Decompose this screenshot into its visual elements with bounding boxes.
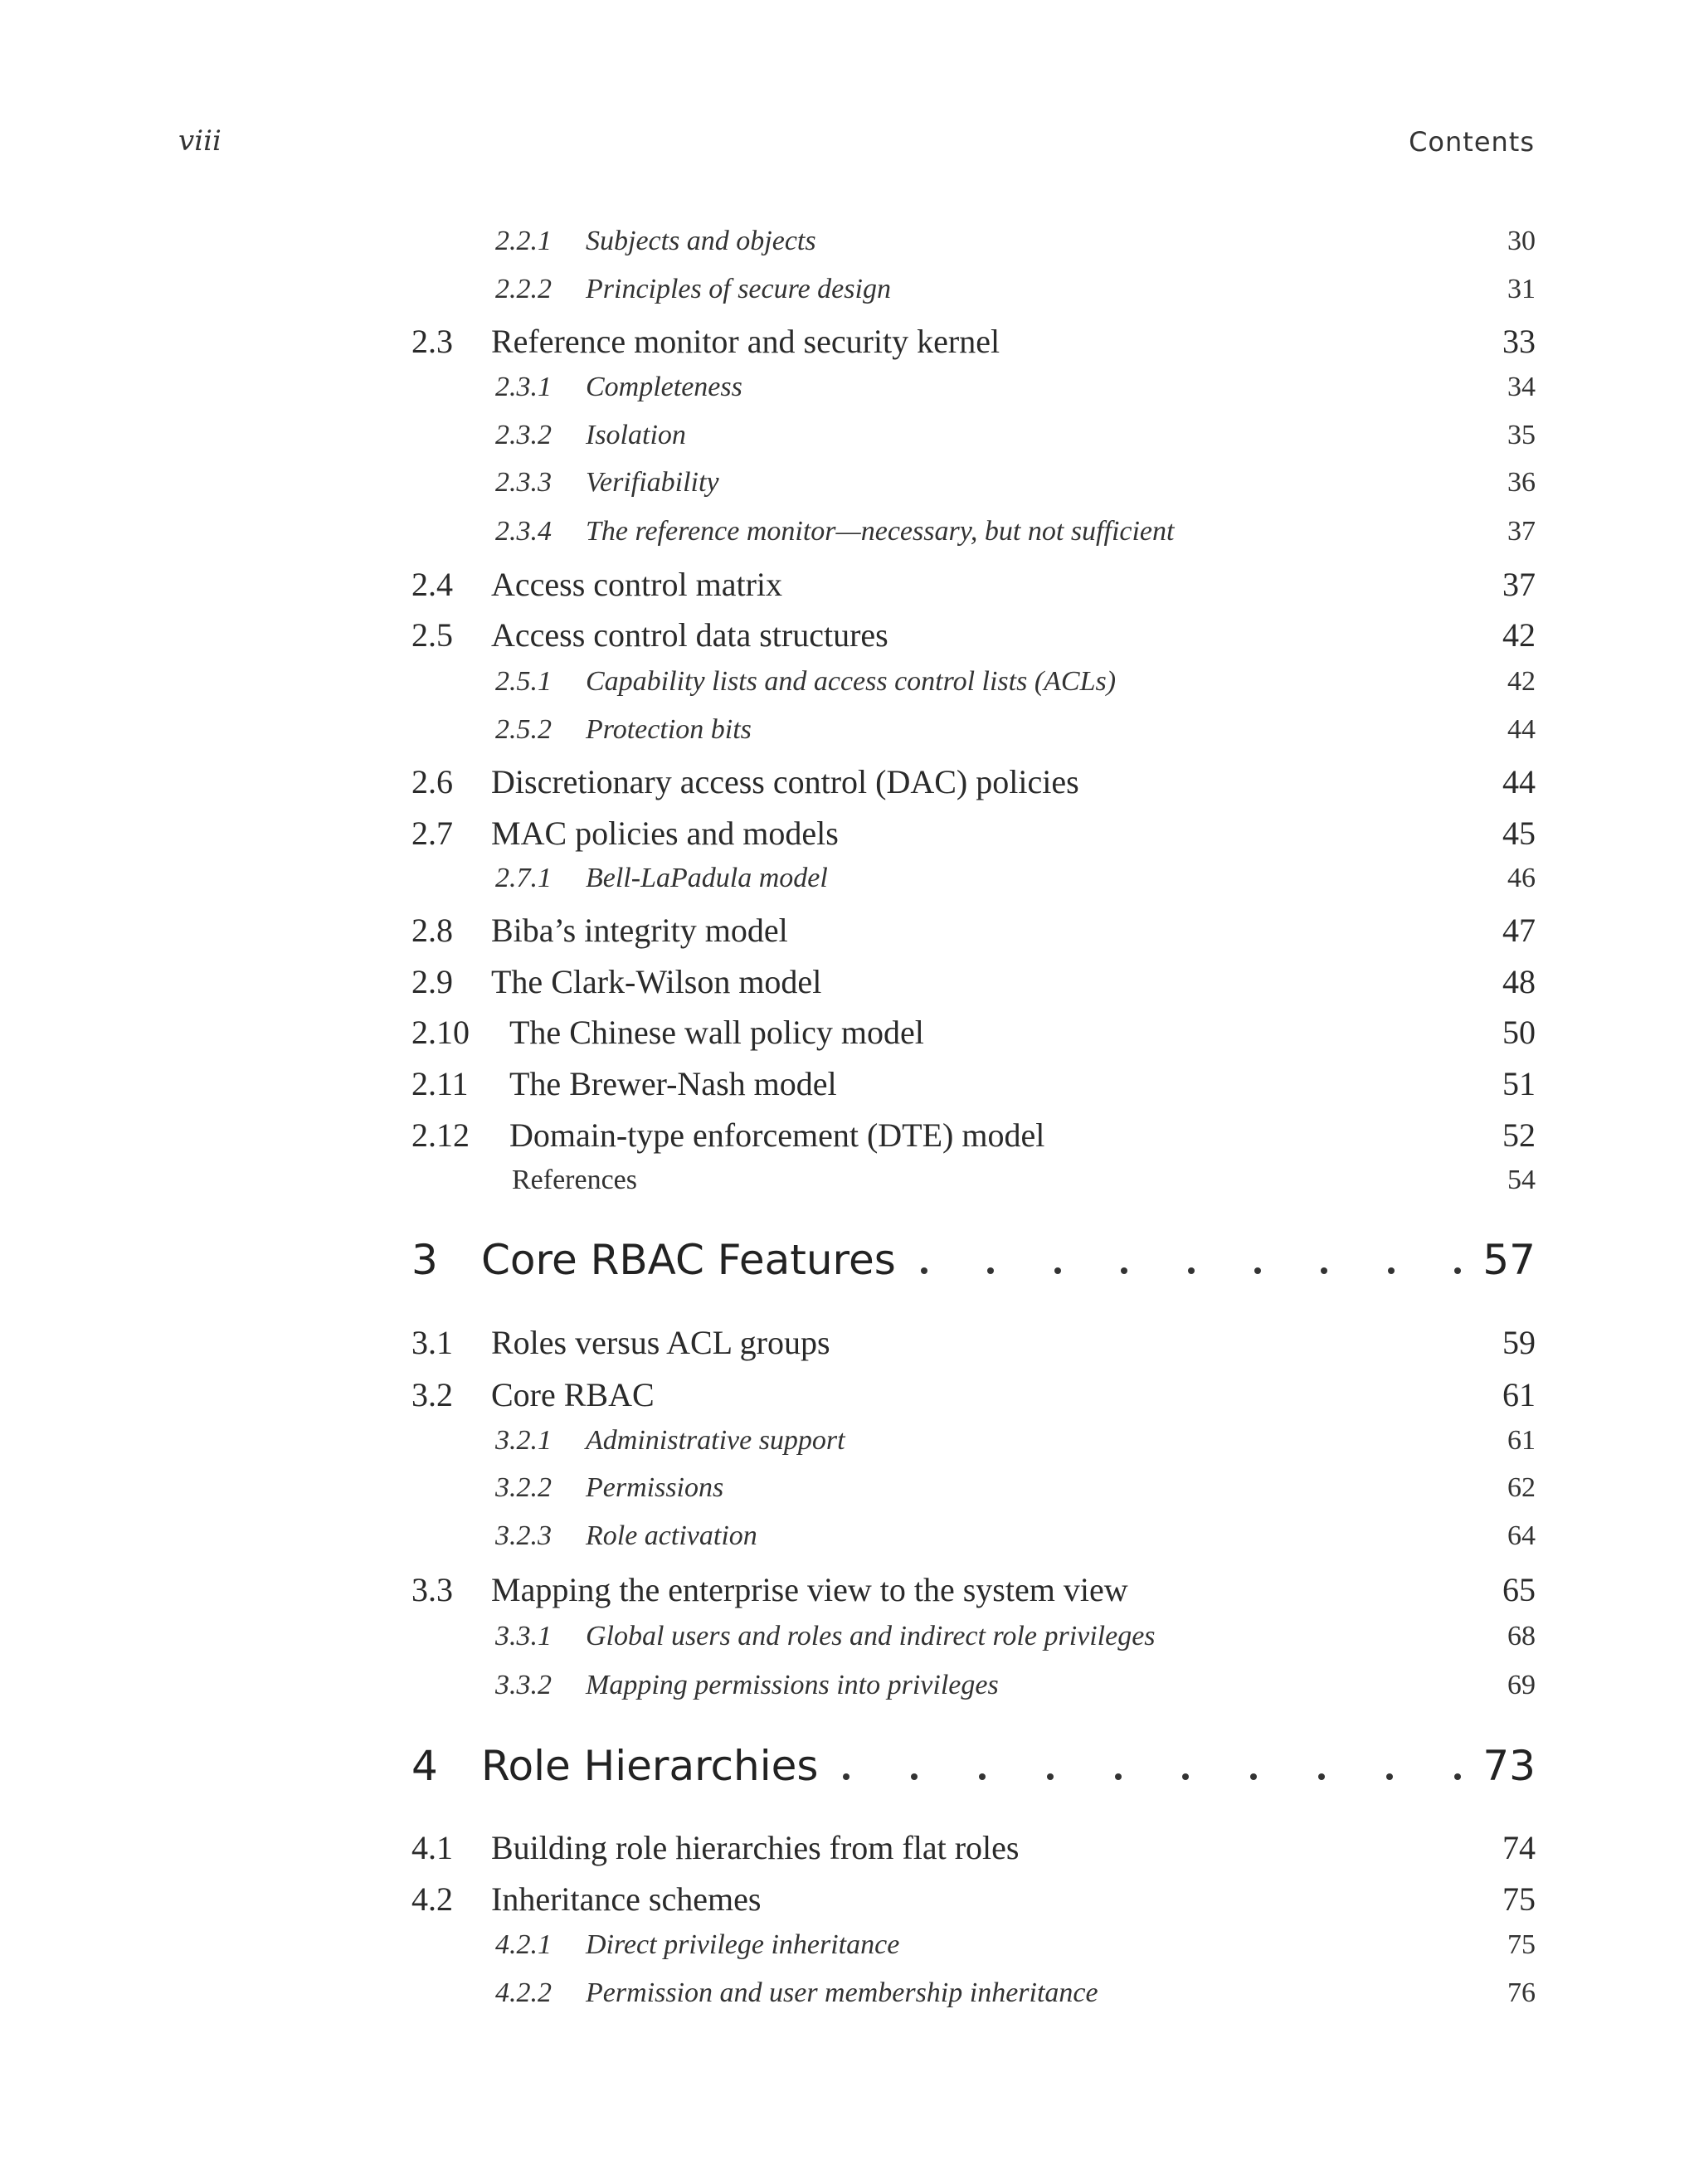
toc-entry-number: 4.2.1 [495,1929,552,1960]
leader-dot [987,1267,994,1274]
leader-dot [1182,1773,1189,1780]
toc-entry-title: Isolation [586,420,686,450]
toc-entry-title: Mapping the enterprise view to the system view [491,1571,1128,1608]
toc-entry-title: Role activation [586,1520,757,1551]
leader-dot [1454,1267,1461,1274]
leader-dot [1121,1267,1127,1274]
toc-entry-number: 3.2.1 [495,1425,552,1456]
toc-entry-number: 3 [411,1236,438,1284]
toc-entry-page: 64 [1507,1520,1536,1551]
toc-entry-number: 2.2.1 [495,226,552,256]
page-number-label: viii [178,124,222,158]
toc-entry-title: Core RBAC Features [481,1236,896,1284]
toc-entry-page: 46 [1507,863,1536,893]
toc-entry-number: 2.4 [411,566,453,603]
toc-entry-title: Inheritance schemes [491,1880,762,1918]
toc-entry-page: 57 [1482,1236,1536,1284]
toc-entry-page: 36 [1507,467,1536,498]
toc-entry-page: 73 [1482,1742,1536,1790]
toc-entry-title: Role Hierarchies [481,1742,819,1790]
toc-entry-title: Administrative support [586,1425,845,1456]
toc-entry-page: 33 [1502,323,1536,360]
toc-entry-page: 50 [1502,1014,1536,1051]
toc-entry-number: 2.12 [411,1116,470,1154]
toc-entry-title: Global users and roles and indirect role privileges [586,1621,1156,1651]
leader-dot [1388,1267,1395,1274]
toc-entry-page: 42 [1502,616,1536,654]
toc-entry-page: 31 [1507,274,1536,304]
toc-entry-number: 2.3 [411,323,453,360]
toc-entry-page: 47 [1502,912,1536,949]
toc-entry-title: Discretionary access control (DAC) policies [491,763,1079,800]
toc-entry-title: Building role hierarchies from flat roles [491,1829,1020,1866]
toc-entry-number: 3.2.2 [495,1472,552,1503]
leader-dot [1318,1773,1325,1780]
toc-entry-title: The Brewer-Nash model [509,1065,837,1102]
toc-entry-page: 69 [1507,1670,1536,1700]
toc-entry-number: 2.7 [411,815,453,852]
toc-entry-title: The Chinese wall policy model [509,1014,924,1051]
toc-entry-page: 34 [1507,372,1536,402]
toc-entry-number: 3.3 [411,1571,453,1608]
toc-entry-title: The reference monitor—necessary, but not sufficient [586,516,1175,547]
toc-entry-number: 4.2 [411,1880,453,1918]
toc-entry-number: 3.3.2 [495,1670,552,1700]
leader-dot [1254,1267,1261,1274]
toc-entry-title: Permission and user membership inheritance [586,1977,1098,2008]
toc-entry-number: 4 [411,1742,438,1790]
toc-entry-title: Principles of secure design [586,274,891,304]
toc-entry-page: 54 [1507,1165,1536,1195]
toc-entry-number: 4.1 [411,1829,453,1866]
toc-entry-title: Bell-LaPadula model [586,863,828,893]
toc-entry-page: 62 [1507,1472,1536,1503]
toc-entry-number: 2.3.4 [495,516,552,547]
toc-entry-title: References [512,1165,638,1195]
toc-entry-page: 75 [1507,1929,1536,1960]
toc-entry-page: 44 [1507,714,1536,745]
toc-entry-number: 2.5.1 [495,666,552,697]
toc-entry-number: 2.3.3 [495,467,552,498]
toc-entry-title: Roles versus ACL groups [491,1324,830,1361]
toc-entry-page: 30 [1507,226,1536,256]
toc-entry-number: 2.10 [411,1014,470,1051]
leader-dot [1250,1773,1257,1780]
toc-entry-title: Direct privilege inheritance [586,1929,900,1960]
toc-entry-number: 3.2 [411,1376,453,1413]
toc-entry-title: Subjects and objects [586,226,816,256]
toc-entry-number: 2.2.2 [495,274,552,304]
toc-entry-title: Reference monitor and security kernel [491,323,1000,360]
leader-dot [1115,1773,1122,1780]
leader-dot [1047,1773,1054,1780]
toc-entry-page: 61 [1502,1376,1536,1413]
toc-entry-page: 76 [1507,1977,1536,2008]
toc-entry-number: 4.2.2 [495,1977,552,2008]
toc-entry-page: 65 [1502,1571,1536,1608]
toc-entry-number: 2.5 [411,616,453,654]
leader-dot [921,1267,927,1274]
leader-dot [1321,1267,1327,1274]
toc-entry-number: 2.3.1 [495,372,552,402]
toc-entry-number: 2.9 [411,963,453,1000]
leader-dot [979,1773,986,1780]
leader-dot [1386,1773,1393,1780]
running-head [178,124,1535,166]
leader-dot [1188,1267,1195,1274]
toc-entry-number: 3.1 [411,1324,453,1361]
toc-entry-title: Domain-type enforcement (DTE) model [509,1116,1045,1154]
toc-entry-page: 51 [1502,1065,1536,1102]
toc-entry-page: 37 [1507,516,1536,547]
toc-entry-title: Verifiability [586,467,719,498]
toc-entry-title: Core RBAC [491,1376,655,1413]
toc-entry-page: 35 [1507,420,1536,450]
toc-entry-page: 42 [1507,666,1536,697]
toc-entry-number: 2.7.1 [495,863,552,893]
toc-entry-title: Protection bits [586,714,752,745]
toc-entry-title: Access control matrix [491,566,782,603]
toc-entry-page: 59 [1502,1324,1536,1361]
toc-entry-page: 37 [1502,566,1536,603]
toc-entry-number: 2.5.2 [495,714,552,745]
leader-dot [1054,1267,1061,1274]
dot-leader [843,1742,1461,1792]
toc-entry-number: 2.3.2 [495,420,552,450]
toc-entry-title: Access control data structures [491,616,888,654]
toc-entry-page: 44 [1502,763,1536,800]
toc-entry-page: 48 [1502,963,1536,1000]
toc-entry-title: Completeness [586,372,742,402]
toc-entry-page: 52 [1502,1116,1536,1154]
toc-entry-number: 2.6 [411,763,453,800]
toc-entry-page: 45 [1502,815,1536,852]
toc-entry-title: MAC policies and models [491,815,839,852]
toc-entry-number: 3.3.1 [495,1621,552,1651]
toc-entry-page: 74 [1502,1829,1536,1866]
toc-entry-title: Mapping permissions into privileges [586,1670,999,1700]
toc-entry-page: 68 [1507,1621,1536,1651]
toc-entry-title: Capability lists and access control lists (ACLs) [586,666,1117,697]
running-title: Contents [1409,126,1535,158]
toc-entry-title: Permissions [586,1472,724,1503]
toc-entry-number: 2.8 [411,912,453,949]
leader-dot [843,1773,850,1780]
leader-dot [911,1773,918,1780]
toc-entry-title: Biba’s integrity model [491,912,788,949]
dot-leader [921,1236,1461,1286]
toc-entry-number: 2.11 [411,1065,469,1102]
toc-entry-page: 61 [1507,1425,1536,1456]
leader-dot [1454,1773,1461,1780]
toc-entry-title: The Clark-Wilson model [491,963,822,1000]
toc-entry-page: 75 [1502,1880,1536,1918]
toc-entry-number: 3.2.3 [495,1520,552,1551]
